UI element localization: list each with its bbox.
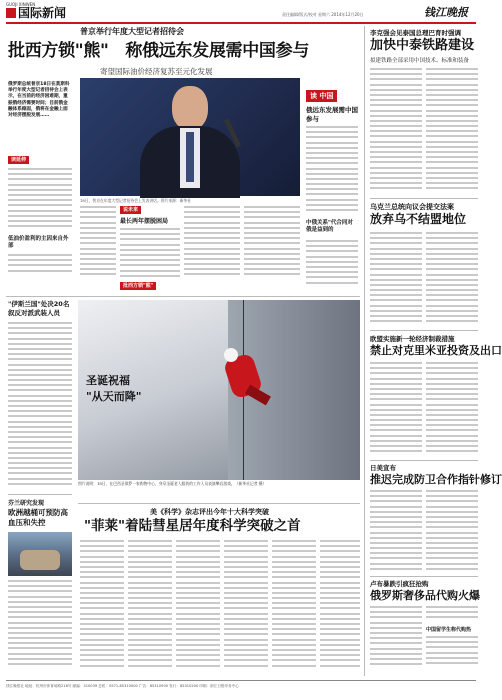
putin-subtitle1: 低油价盈利的主因来自外部 (8, 236, 69, 249)
ukraine-headline: 放弃乌不结盟地位 (370, 212, 467, 226)
putin-kicker: 普京举行年度大型记者招待会 (80, 27, 184, 36)
masthead-rule (6, 22, 476, 24)
crimea-col2-text (426, 362, 478, 458)
tag-future: 说未来 (120, 206, 141, 214)
lujin-sub2: 中国留学生称代购热 (426, 627, 472, 633)
xmas-headline: 圣诞祝福 (86, 374, 130, 387)
finland-photo (8, 532, 72, 576)
putin-col3-text (120, 228, 180, 280)
putin-photo-caption: 18日，普京在年度大型记者招待会上发表讲话。图片来源：新华社 (80, 198, 192, 203)
col-divider-right (364, 26, 365, 676)
tag-criticize-west: 批西方锁"熊" (120, 282, 156, 290)
lujin-kicker: 卢布暴跌引疯狂抢购 (370, 580, 429, 588)
putin-subtitle3: 最长两年摆脱困局 (120, 218, 169, 225)
putin-col5-text (244, 206, 300, 280)
crimea-headline: 禁止对克里米亚投资及出口 (370, 344, 502, 357)
putin-col4-text (184, 206, 240, 280)
tag-china: 读 中国 (306, 90, 337, 102)
rule-finland (8, 494, 72, 495)
putin-col1-text2 (8, 254, 72, 274)
science-kicker: 美《科学》杂志评出今年十大科学突破 (150, 508, 269, 516)
rule-lujin (370, 576, 478, 577)
putin-headline: 批西方锁"熊" 称俄远东发展需中国参与 (8, 41, 310, 61)
crimea-col1-text (370, 362, 422, 458)
lujin-col2-text2 (426, 636, 478, 672)
rule-mid (6, 296, 360, 297)
brand-small: GUOJI XINWEN (6, 2, 36, 7)
putin-photo (80, 78, 300, 196)
rule-crimea (370, 330, 478, 331)
thai-col2-text (426, 68, 478, 196)
ukraine-col2-text (426, 232, 478, 328)
santa-beard (224, 348, 238, 362)
science-col6 (320, 540, 360, 672)
xmas-caption: 图片说明：18日，在巴西圣保罗一家购物中心，身穿圣诞老人服装的工作人员表演攀岩游戏。（新华社记者 摄） (78, 481, 267, 486)
thai-col1-text (370, 68, 422, 196)
crimea-kicker: 欧盟实施新一轮经济制裁措施 (370, 335, 455, 343)
science-col4 (224, 540, 268, 672)
footer-rule (6, 680, 476, 681)
tag-read-more: 读延伸 (8, 156, 29, 164)
china-quote-title: 俄远东发展需中国参与 (306, 106, 358, 123)
footer-text: 钱江晚报社 地址：杭州市体育场路218号 邮编：310039 总机：0571-85310000 广告：85310900 发行：85310200 印刷：浙江日报印务中心 (6, 684, 239, 688)
finland-text (8, 580, 72, 672)
paper-logo: 钱江晚报 (424, 6, 468, 19)
thai-subhead: 拟建铁路全部采用中国技术、标准和装备 (370, 58, 470, 64)
science-headline: "菲莱"着陆彗星居年度科学突破之首 (84, 518, 301, 534)
japan-col2-text (426, 490, 478, 574)
lujin-col2-text (426, 606, 478, 624)
masthead-date: 责任编辑/版式/校对 星期六 2014年12月20日 (282, 12, 364, 17)
japan-headline: 推迟完成防卫合作指针修订 (370, 473, 502, 486)
putin-col1-text (8, 168, 72, 232)
rule-ukraine (370, 198, 478, 199)
science-col1 (80, 540, 124, 672)
china-quote-text (306, 126, 358, 216)
section-square (6, 8, 16, 18)
ukraine-col1-text (370, 232, 422, 328)
masthead (0, 0, 482, 22)
putin-col2-text (80, 206, 116, 280)
thai-kicker: 李克强会见泰国总理巴育时强调 (370, 29, 461, 37)
putin-lead: 俄罗斯总统普京18日在莫斯科举行年度大型记者招待会上表示，在当前的经济困难期，重振俄经济需要时间；目前俄金融体系稳固，俄将在金融上面对经济摆脱发展…… (8, 82, 70, 119)
isis-headline: "伊斯兰国"处决20名叙反对派武装人员 (8, 300, 70, 317)
section-title: 国际新闻 (18, 6, 67, 20)
science-col5 (272, 540, 316, 672)
thai-headline: 加快中泰铁路建设 (370, 38, 475, 53)
ukraine-kicker: 乌克兰总统向议会提交法案 (370, 203, 454, 211)
japan-kicker: 日美宣布 (370, 464, 396, 472)
rule-science (78, 503, 360, 504)
isis-text (8, 322, 72, 490)
japan-col1-text (370, 490, 422, 574)
china-quote-text2 (306, 240, 358, 290)
china-quote-sub: 中俄关系"代合同对俄是益到的 (306, 220, 353, 233)
science-col3 (176, 540, 220, 672)
putin-figure-tie (186, 132, 194, 182)
putin-subhead: 寄望国际油价经济复苏至元化发展 (100, 67, 213, 76)
finland-kicker: 芬兰研究发现 (8, 500, 45, 507)
finland-headline: 欧洲越桶可预防高血压和失控 (8, 508, 68, 527)
finland-photo-item (20, 550, 60, 570)
putin-figure-head (172, 86, 208, 130)
rule-japan (370, 460, 478, 461)
xmas-headline2: "从天而降" (86, 390, 142, 403)
lujin-headline: 俄罗斯奢侈品代购火爆 (370, 589, 480, 602)
lujin-col1-text (370, 606, 422, 672)
science-col2 (128, 540, 172, 672)
